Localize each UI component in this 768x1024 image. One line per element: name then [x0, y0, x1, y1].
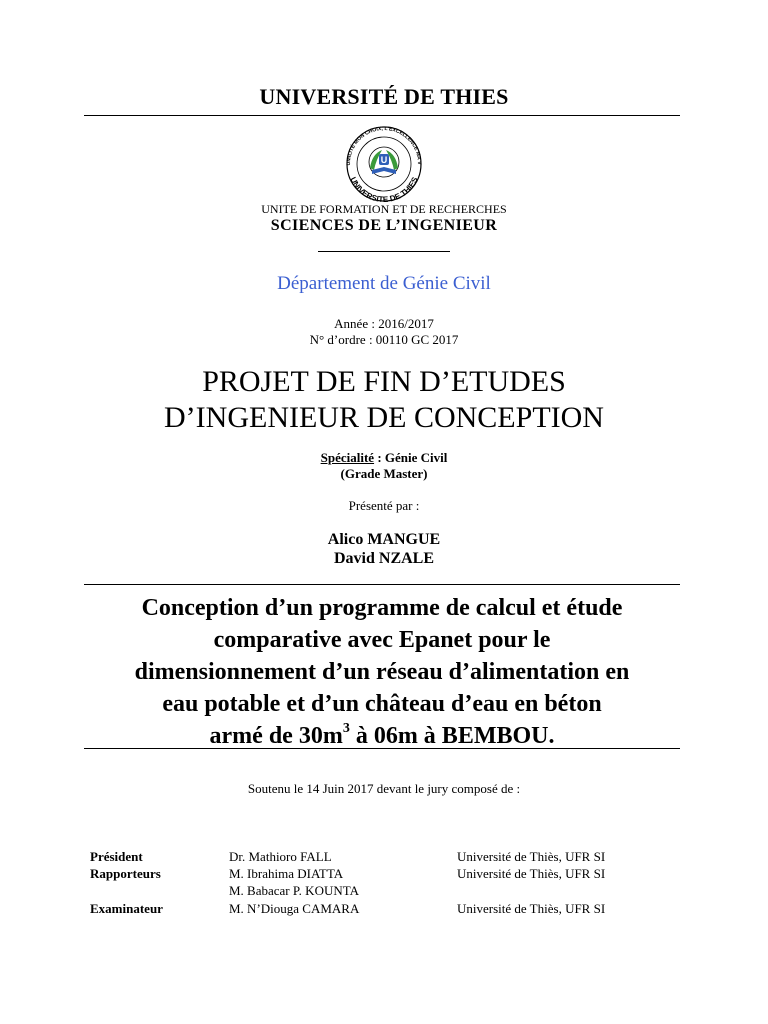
- svg-text:L'HUMILITÉ MON CHOIX, L'EXCELL: UMILITÉ MON CHOIX, L'EXCELLENCE MA V: [345, 125, 423, 166]
- speciality-value: : Génie Civil: [374, 450, 448, 465]
- author-2: David NZALE: [333, 550, 435, 567]
- jury-role: Examinateur: [90, 901, 163, 916]
- jury-row: [0, 849, 768, 866]
- jury-institution: Université de Thiès, UFR SI: [457, 901, 606, 916]
- jury-name: M. Babacar P. KOUNTA: [229, 883, 360, 898]
- thesis-top-divider: [84, 584, 680, 585]
- thesis-line-5-b: à 06m à BEMBOU.: [349, 723, 555, 749]
- jury-row: [0, 866, 768, 883]
- thesis-line-1: Conception d’un programme de calcul et étude: [141, 595, 623, 621]
- author-1: Alico MANGUE: [327, 531, 441, 548]
- jury-name: M. N’Diouga CAMARA: [229, 901, 360, 916]
- thesis-bottom-divider: [84, 748, 680, 749]
- jury-name: M. Ibrahima DIATTA: [229, 866, 344, 881]
- thesis-title: [84, 592, 680, 752]
- university-logo: [332, 124, 436, 202]
- project-title-line-1: PROJET DE FIN D’ETUDES: [202, 365, 566, 398]
- speciality: [0, 450, 768, 466]
- short-divider: [318, 251, 450, 252]
- jury-name: Dr. Mathioro FALL: [229, 849, 332, 864]
- jury-row: [0, 901, 768, 918]
- ufr-line-2: SCIENCES DE L’INGENIEUR: [270, 217, 498, 234]
- thesis-line-4: eau potable et d’un château d’eau en béton: [162, 691, 602, 717]
- jury-row: [0, 883, 768, 900]
- thesis-line-5-a: armé de 30m: [209, 723, 343, 749]
- jury-institution: Université de Thiès, UFR SI: [457, 849, 606, 864]
- order-number: N° d’ordre : 00110 GC 2017: [309, 332, 459, 347]
- jury-role: Président: [90, 849, 143, 864]
- project-title-line-2: D’INGENIEUR DE CONCEPTION: [164, 401, 604, 434]
- university-seal-icon: [332, 124, 436, 202]
- university-title: UNIVERSITÉ DE THIES: [259, 84, 509, 109]
- grade: (Grade Master): [340, 466, 428, 481]
- presented-by: Présenté par :: [348, 498, 420, 513]
- defense-statement: Soutenu le 14 Juin 2017 devant le jury composé de :: [247, 781, 521, 796]
- jury-institution: Université de Thiès, UFR SI: [457, 866, 606, 881]
- svg-text:UNIVERSITE DE THIES: UNIVERSITE DE THIES: [348, 175, 420, 202]
- jury-role: Rapporteurs: [90, 866, 161, 881]
- top-divider: [84, 115, 680, 116]
- academic-year: Année : 2016/2017: [334, 316, 434, 331]
- department-title: Département de Génie Civil: [277, 273, 491, 294]
- thesis-line-3: dimensionnement d’un réseau d’alimentation en: [134, 659, 630, 685]
- speciality-label: Spécialité: [320, 450, 375, 465]
- thesis-superscript: 3: [342, 721, 350, 736]
- ufr-line-1: UNITE DE FORMATION ET DE RECHERCHES: [261, 202, 507, 216]
- svg-text:U: U: [380, 155, 388, 165]
- thesis-line-2: comparative avec Epanet pour le: [213, 627, 551, 653]
